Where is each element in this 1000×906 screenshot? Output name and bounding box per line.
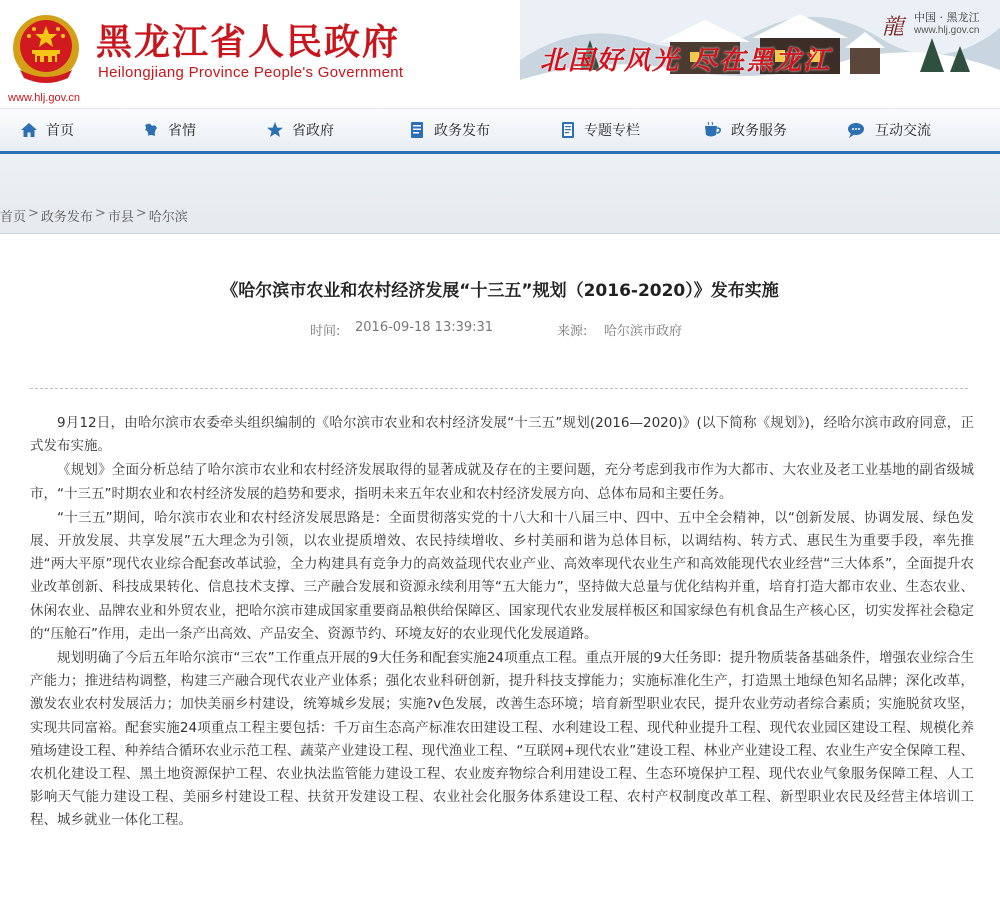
cup-icon xyxy=(703,121,723,139)
nav-item-special-topics[interactable] xyxy=(560,107,640,153)
chat-icon xyxy=(847,121,867,139)
title-divider xyxy=(30,388,968,389)
breadcrumb-harbin[interactable]: 哈尔滨 xyxy=(148,210,188,225)
home-icon xyxy=(20,121,38,139)
article-source: 哈尔滨市政府 xyxy=(604,324,683,339)
nav-item-label: 省情 xyxy=(168,123,196,139)
breadcrumb-separator: > xyxy=(135,206,147,221)
nav-item-gov-affairs[interactable] xyxy=(410,107,490,153)
nav-item-label: 互动交流 xyxy=(875,123,931,139)
banner-slogan: 北国好风光 尽在黑龙江 xyxy=(540,46,832,76)
nav-item-label: 省政府 xyxy=(292,123,334,139)
nav-item-label: 首页 xyxy=(46,123,74,139)
site-title-english: Heilongjiang Province People's Government xyxy=(98,64,404,81)
breadcrumb-separator: > xyxy=(94,206,106,221)
national-emblem-icon xyxy=(10,12,82,86)
article-paragraph: 规划明确了今后五年哈尔滨市“三农”工作重点开展的9大任务和配套实施24项重点工程。重点开展的9大任务即：提升物质装备基础条件，增强农业综合生产能力；推进结构调整，构建三产融合现代农业产业体系；强化农业科研创新，提升科技支撑能力；实施标准化生产，打造黑土地绿色知名品牌；深化改革，激发农业农村发展活力；加快美丽乡村建设，统筹城乡发展；实施?v色发展，改善生态环境；培育新型职业农民，提升农业劳动者综合素质；实施脱贫攻坚，实现共同富裕。配套实施24项重点工程主要包括：千万亩生态高产标准农田建设工程、水利建设工程、现代种业提升工程、现代农业园区建设工程、规模化养殖场建设工程、种养结合循环农业示范工程、蔬菜产业建设工程、现代渔业工程、“互联网+现代农业”建设工程、林业产业建设工程、农业生产安全保障工程、农机化建设工程、黑土地资源保护工程、农业执法监管能力建设工程、农业废弃物综合利用建设工程、生态环境保护工程、现代农业气象服务保障工程、人工影响天气能力建设工程、美丽乡村建设工程、扶贫开发建设工程、农业社会化服务体系建设工程、农村产权制度改革工程、新型职业农民及经营主体培训工程、城乡就业一体化工程。 xyxy=(30,650,974,829)
nav-item-government[interactable] xyxy=(266,107,334,153)
map-icon xyxy=(142,121,160,139)
nav-item-gov-services[interactable] xyxy=(703,107,787,153)
nav-item-label: 政务发布 xyxy=(434,123,490,139)
nav-item-home[interactable] xyxy=(20,107,74,153)
time-label: 时间: xyxy=(310,324,341,339)
site-url: www.hlj.gov.cn xyxy=(8,92,80,104)
header-banner xyxy=(520,0,1000,108)
dragon-logo-icon: 龍 xyxy=(882,15,905,40)
nav-item-label: 政务服务 xyxy=(731,123,787,139)
nav-item-interaction[interactable] xyxy=(847,107,931,153)
article-paragraph: 《规划》全面分析总结了哈尔滨市农业和农村经济发展取得的显著成就及存在的主要问题，充分考虑到我市作为大都市、大农业及老工业基地的副省级城市，“十三五”时期农业和农村经济发展的趋势和要求，指明未来五年农业和农村经济发展方向、总体布局和主要任务。 xyxy=(30,462,974,502)
article-body xyxy=(30,412,974,834)
corner-region-name: 中国 · 黑龙江 xyxy=(914,11,980,24)
site-title[interactable]: 黑龙江省人民政府 xyxy=(96,22,401,63)
site-header xyxy=(0,0,1000,108)
publish-time: 2016-09-18 13:39:31 xyxy=(355,320,494,335)
breadcrumb-band xyxy=(0,154,1000,234)
source-label: 来源: xyxy=(557,324,588,339)
article-paragraph: 9月12日，由哈尔滨市农委牵头组织编制的《哈尔滨市农业和农村经济发展“十三五”规划(2016—2020)》(以下简称《规划》)，经哈尔滨市政府同意，正式发布实施。 xyxy=(30,415,974,455)
star-icon xyxy=(266,121,284,139)
main-nav xyxy=(0,108,1000,154)
document-icon xyxy=(410,121,426,139)
article-paragraph: “十三五”期间，哈尔滨市农业和农村经济发展思路是：全面贯彻落实党的十八大和十八届三中、四中、五中全会精神，以“创新发展、协调发展、绿色发展、开放发展、共享发展”五大理念为引领，以农业提质增效、农民持续增收、乡村美丽和谐为总体目标，以调结构、转方式、惠民生为重要手段，率先推进“两大平原”现代农业综合配套改革试验，全力构建具有竞争力的高效益现代农业产业、高效率现代农业生产和高效能现代农业经营“三大体系”，全面提升农业改革创新、科技成果转化、信息技术支撑、三产融合发展和资源永续利用等“五大能力”，坚持做大总量与优化结构并重，培育打造大都市农业、生态农业、休闲农业、品牌农业和外贸农业，把哈尔滨市建成国家重要商品粮供给保障区、国家现代农业发展样板区和国家绿色有机食品生产核心区，切实发挥社会稳定的“压舱石”作用，走出一条产出高效、产品安全、资源节约、环境友好的农业现代化发展道路。 xyxy=(30,509,974,642)
breadcrumb-home[interactable]: 首页 xyxy=(0,210,27,225)
nav-item-province-info[interactable] xyxy=(142,107,196,153)
corner-url: www.hlj.gov.cn xyxy=(914,25,980,36)
breadcrumb xyxy=(0,206,188,225)
breadcrumb-cities[interactable]: 市县 xyxy=(107,210,134,225)
nav-item-label: 专题专栏 xyxy=(584,123,640,139)
book-icon xyxy=(560,121,576,139)
article-title: 《哈尔滨市农业和农村经济发展“十三五”规划（2016-2020）》发布实施 xyxy=(221,281,779,301)
breadcrumb-separator: > xyxy=(28,206,39,221)
breadcrumb-gov-affairs[interactable]: 政务发布 xyxy=(40,210,93,225)
